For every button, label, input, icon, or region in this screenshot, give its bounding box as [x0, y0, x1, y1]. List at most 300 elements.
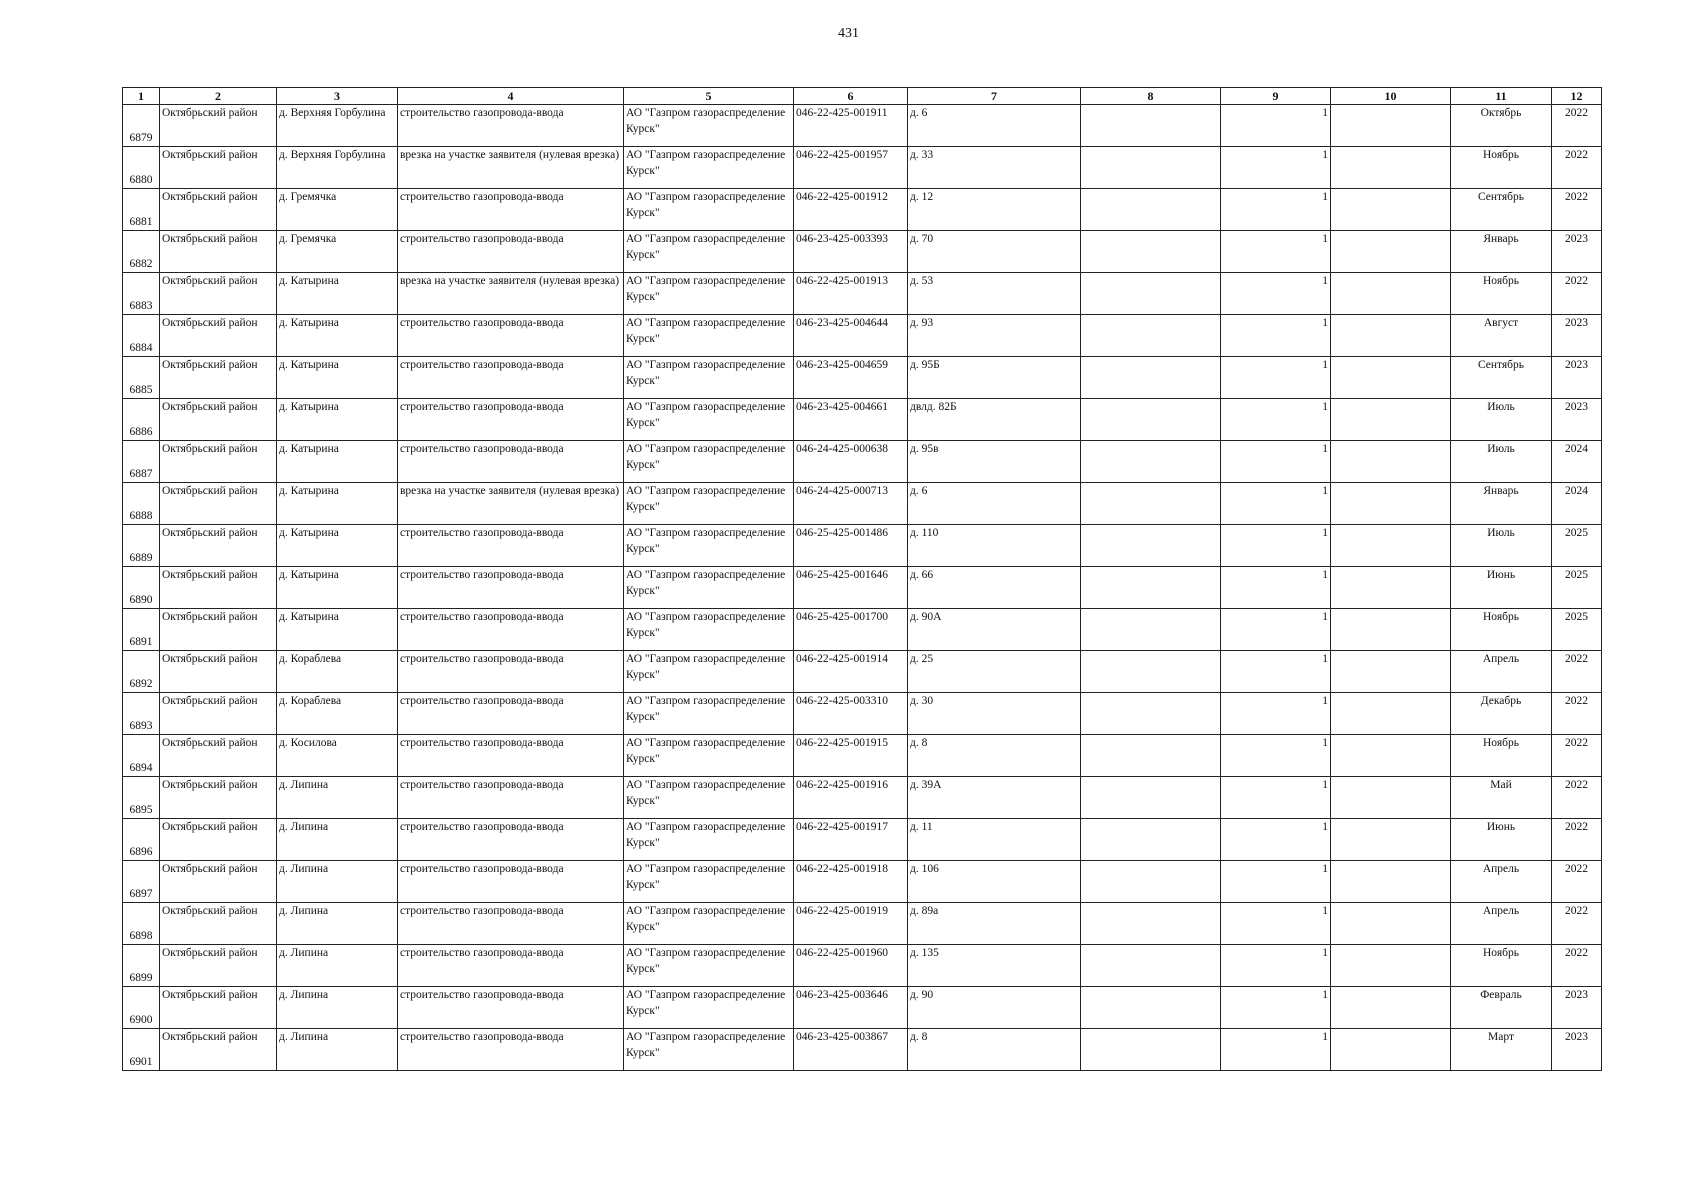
column-8-cell	[1081, 483, 1221, 525]
settlement-cell: д. Липина	[277, 777, 398, 819]
organization-cell: АО "Газпром газораспределение Курск"	[624, 735, 794, 777]
row-number-cell: 6889	[123, 525, 160, 567]
column-10-cell	[1331, 903, 1451, 945]
column-10-cell	[1331, 987, 1451, 1029]
month-cell: Февраль	[1451, 987, 1552, 1029]
work-type-cell: строительство газопровода-ввода	[398, 1029, 624, 1071]
column-8-cell	[1081, 399, 1221, 441]
address-cell: д. 6	[908, 105, 1081, 147]
organization-cell: АО "Газпром газораспределение Курск"	[624, 903, 794, 945]
year-cell: 2023	[1552, 357, 1602, 399]
year-cell: 2022	[1552, 777, 1602, 819]
year-cell: 2024	[1552, 441, 1602, 483]
column-10-cell	[1331, 735, 1451, 777]
month-cell: Июль	[1451, 525, 1552, 567]
column-8-cell	[1081, 147, 1221, 189]
year-cell: 2022	[1552, 861, 1602, 903]
quantity-cell: 1	[1221, 189, 1331, 231]
year-cell: 2022	[1552, 189, 1602, 231]
work-type-cell: строительство газопровода-ввода	[398, 735, 624, 777]
table-row	[123, 861, 1602, 903]
quantity-cell: 1	[1221, 147, 1331, 189]
settlement-cell: д. Катырина	[277, 483, 398, 525]
district-cell: Октябрьский район	[160, 483, 277, 525]
organization-cell: АО "Газпром газораспределение Курск"	[624, 441, 794, 483]
quantity-cell: 1	[1221, 1029, 1331, 1071]
district-cell: Октябрьский район	[160, 609, 277, 651]
row-number-cell: 6881	[123, 189, 160, 231]
address-cell: д. 39А	[908, 777, 1081, 819]
month-cell: Апрель	[1451, 651, 1552, 693]
work-type-cell: строительство газопровода-ввода	[398, 609, 624, 651]
table-row	[123, 441, 1602, 483]
column-8-cell	[1081, 987, 1221, 1029]
column-header: 12	[1552, 88, 1602, 105]
address-cell: д. 53	[908, 273, 1081, 315]
work-type-cell: строительство газопровода-ввода	[398, 651, 624, 693]
table-row	[123, 1029, 1602, 1071]
settlement-cell: д. Катырина	[277, 525, 398, 567]
row-number-cell: 6899	[123, 945, 160, 987]
year-cell: 2025	[1552, 525, 1602, 567]
organization-cell: АО "Газпром газораспределение Курск"	[624, 399, 794, 441]
row-number-cell: 6885	[123, 357, 160, 399]
column-8-cell	[1081, 1029, 1221, 1071]
address-cell: д. 93	[908, 315, 1081, 357]
address-cell: д. 8	[908, 1029, 1081, 1071]
month-cell: Июль	[1451, 441, 1552, 483]
month-cell: Май	[1451, 777, 1552, 819]
address-cell: д. 95в	[908, 441, 1081, 483]
district-cell: Октябрьский район	[160, 105, 277, 147]
settlement-cell: д. Кораблева	[277, 651, 398, 693]
settlement-cell: д. Верхняя Горбулина	[277, 147, 398, 189]
column-8-cell	[1081, 105, 1221, 147]
organization-cell: АО "Газпром газораспределение Курск"	[624, 273, 794, 315]
table-row	[123, 231, 1602, 273]
organization-cell: АО "Газпром газораспределение Курск"	[624, 945, 794, 987]
year-cell: 2022	[1552, 819, 1602, 861]
work-type-cell: строительство газопровода-ввода	[398, 441, 624, 483]
year-cell: 2022	[1552, 651, 1602, 693]
column-10-cell	[1331, 357, 1451, 399]
address-cell: д. 30	[908, 693, 1081, 735]
table-row	[123, 819, 1602, 861]
organization-cell: АО "Газпром газораспределение Курск"	[624, 819, 794, 861]
column-10-cell	[1331, 189, 1451, 231]
application-code-cell: 046-22-425-001919	[794, 903, 908, 945]
address-cell: д. 90	[908, 987, 1081, 1029]
month-cell: Сентябрь	[1451, 357, 1552, 399]
work-type-cell: врезка на участке заявителя (нулевая врезка)	[398, 483, 624, 525]
district-cell: Октябрьский район	[160, 945, 277, 987]
row-number-cell: 6893	[123, 693, 160, 735]
district-cell: Октябрьский район	[160, 735, 277, 777]
table-row	[123, 525, 1602, 567]
quantity-cell: 1	[1221, 819, 1331, 861]
column-header: 8	[1081, 88, 1221, 105]
quantity-cell: 1	[1221, 651, 1331, 693]
application-code-cell: 046-25-425-001486	[794, 525, 908, 567]
column-header: 10	[1331, 88, 1451, 105]
settlement-cell: д. Верхняя Горбулина	[277, 105, 398, 147]
application-code-cell: 046-22-425-001912	[794, 189, 908, 231]
work-type-cell: строительство газопровода-ввода	[398, 819, 624, 861]
row-number-cell: 6901	[123, 1029, 160, 1071]
column-10-cell	[1331, 777, 1451, 819]
table-row	[123, 399, 1602, 441]
organization-cell: АО "Газпром газораспределение Курск"	[624, 525, 794, 567]
table-row	[123, 105, 1602, 147]
year-cell: 2023	[1552, 399, 1602, 441]
month-cell: Ноябрь	[1451, 609, 1552, 651]
settlement-cell: д. Катырина	[277, 567, 398, 609]
district-cell: Октябрьский район	[160, 987, 277, 1029]
row-number-cell: 6892	[123, 651, 160, 693]
month-cell: Август	[1451, 315, 1552, 357]
work-type-cell: строительство газопровода-ввода	[398, 231, 624, 273]
address-cell: д. 6	[908, 483, 1081, 525]
district-cell: Октябрьский район	[160, 525, 277, 567]
month-cell: Декабрь	[1451, 693, 1552, 735]
quantity-cell: 1	[1221, 777, 1331, 819]
settlement-cell: д. Гремячка	[277, 189, 398, 231]
table-row	[123, 777, 1602, 819]
organization-cell: АО "Газпром газораспределение Курск"	[624, 567, 794, 609]
quantity-cell: 1	[1221, 231, 1331, 273]
work-type-cell: строительство газопровода-ввода	[398, 777, 624, 819]
registry-table	[122, 87, 1602, 1071]
column-8-cell	[1081, 273, 1221, 315]
column-8-cell	[1081, 903, 1221, 945]
address-cell: двлд. 82Б	[908, 399, 1081, 441]
month-cell: Октябрь	[1451, 105, 1552, 147]
application-code-cell: 046-22-425-001915	[794, 735, 908, 777]
district-cell: Октябрьский район	[160, 231, 277, 273]
organization-cell: АО "Газпром газораспределение Курск"	[624, 693, 794, 735]
table-header	[123, 88, 1602, 105]
column-header: 9	[1221, 88, 1331, 105]
district-cell: Октябрьский район	[160, 819, 277, 861]
organization-cell: АО "Газпром газораспределение Курск"	[624, 609, 794, 651]
organization-cell: АО "Газпром газораспределение Курск"	[624, 777, 794, 819]
address-cell: д. 90А	[908, 609, 1081, 651]
district-cell: Октябрьский район	[160, 189, 277, 231]
district-cell: Октябрьский район	[160, 777, 277, 819]
table-row	[123, 903, 1602, 945]
year-cell: 2022	[1552, 147, 1602, 189]
organization-cell: АО "Газпром газораспределение Курск"	[624, 483, 794, 525]
column-header: 7	[908, 88, 1081, 105]
column-10-cell	[1331, 273, 1451, 315]
address-cell: д. 135	[908, 945, 1081, 987]
column-10-cell	[1331, 609, 1451, 651]
application-code-cell: 046-23-425-004644	[794, 315, 908, 357]
month-cell: Ноябрь	[1451, 735, 1552, 777]
year-cell: 2023	[1552, 1029, 1602, 1071]
quantity-cell: 1	[1221, 525, 1331, 567]
quantity-cell: 1	[1221, 735, 1331, 777]
month-cell: Апрель	[1451, 861, 1552, 903]
address-cell: д. 11	[908, 819, 1081, 861]
year-cell: 2025	[1552, 609, 1602, 651]
work-type-cell: строительство газопровода-ввода	[398, 399, 624, 441]
organization-cell: АО "Газпром газораспределение Курск"	[624, 357, 794, 399]
row-number-cell: 6894	[123, 735, 160, 777]
quantity-cell: 1	[1221, 567, 1331, 609]
quantity-cell: 1	[1221, 903, 1331, 945]
column-header: 5	[624, 88, 794, 105]
application-code-cell: 046-25-425-001700	[794, 609, 908, 651]
district-cell: Октябрьский район	[160, 147, 277, 189]
quantity-cell: 1	[1221, 315, 1331, 357]
district-cell: Октябрьский район	[160, 651, 277, 693]
address-cell: д. 70	[908, 231, 1081, 273]
organization-cell: АО "Газпром газораспределение Курск"	[624, 147, 794, 189]
row-number-cell: 6879	[123, 105, 160, 147]
settlement-cell: д. Катырина	[277, 315, 398, 357]
table-row	[123, 693, 1602, 735]
column-8-cell	[1081, 567, 1221, 609]
quantity-cell: 1	[1221, 105, 1331, 147]
settlement-cell: д. Катырина	[277, 273, 398, 315]
settlement-cell: д. Косилова	[277, 735, 398, 777]
row-number-cell: 6896	[123, 819, 160, 861]
column-10-cell	[1331, 819, 1451, 861]
year-cell: 2022	[1552, 735, 1602, 777]
address-cell: д. 95Б	[908, 357, 1081, 399]
address-cell: д. 8	[908, 735, 1081, 777]
row-number-cell: 6882	[123, 231, 160, 273]
district-cell: Октябрьский район	[160, 1029, 277, 1071]
table-row	[123, 609, 1602, 651]
application-code-cell: 046-24-425-000638	[794, 441, 908, 483]
row-number-cell: 6898	[123, 903, 160, 945]
column-10-cell	[1331, 483, 1451, 525]
column-10-cell	[1331, 441, 1451, 483]
column-10-cell	[1331, 147, 1451, 189]
work-type-cell: строительство газопровода-ввода	[398, 861, 624, 903]
year-cell: 2023	[1552, 231, 1602, 273]
application-code-cell: 046-22-425-001913	[794, 273, 908, 315]
row-number-cell: 6888	[123, 483, 160, 525]
month-cell: Июнь	[1451, 819, 1552, 861]
table-row	[123, 483, 1602, 525]
row-number-cell: 6886	[123, 399, 160, 441]
table-row	[123, 189, 1602, 231]
column-10-cell	[1331, 315, 1451, 357]
column-8-cell	[1081, 441, 1221, 483]
year-cell: 2025	[1552, 567, 1602, 609]
column-8-cell	[1081, 819, 1221, 861]
month-cell: Июль	[1451, 399, 1552, 441]
settlement-cell: д. Липина	[277, 903, 398, 945]
settlement-cell: д. Катырина	[277, 399, 398, 441]
year-cell: 2023	[1552, 315, 1602, 357]
row-number-cell: 6880	[123, 147, 160, 189]
column-header: 3	[277, 88, 398, 105]
district-cell: Октябрьский район	[160, 399, 277, 441]
work-type-cell: строительство газопровода-ввода	[398, 315, 624, 357]
organization-cell: АО "Газпром газораспределение Курск"	[624, 987, 794, 1029]
table-row	[123, 357, 1602, 399]
quantity-cell: 1	[1221, 609, 1331, 651]
district-cell: Октябрьский район	[160, 693, 277, 735]
column-10-cell	[1331, 105, 1451, 147]
quantity-cell: 1	[1221, 693, 1331, 735]
row-number-cell: 6890	[123, 567, 160, 609]
year-cell: 2023	[1552, 987, 1602, 1029]
application-code-cell: 046-22-425-003310	[794, 693, 908, 735]
work-type-cell: строительство газопровода-ввода	[398, 945, 624, 987]
application-code-cell: 046-22-425-001918	[794, 861, 908, 903]
application-code-cell: 046-22-425-001917	[794, 819, 908, 861]
address-cell: д. 33	[908, 147, 1081, 189]
application-code-cell: 046-23-425-003646	[794, 987, 908, 1029]
row-number-cell: 6897	[123, 861, 160, 903]
column-8-cell	[1081, 609, 1221, 651]
month-cell: Июнь	[1451, 567, 1552, 609]
page-number: 431	[838, 26, 859, 41]
year-cell: 2022	[1552, 105, 1602, 147]
work-type-cell: строительство газопровода-ввода	[398, 525, 624, 567]
work-type-cell: строительство газопровода-ввода	[398, 567, 624, 609]
month-cell: Март	[1451, 1029, 1552, 1071]
address-cell: д. 110	[908, 525, 1081, 567]
column-10-cell	[1331, 1029, 1451, 1071]
column-10-cell	[1331, 525, 1451, 567]
year-cell: 2022	[1552, 945, 1602, 987]
address-cell: д. 25	[908, 651, 1081, 693]
month-cell: Ноябрь	[1451, 945, 1552, 987]
table-body	[123, 105, 1602, 1071]
column-header: 4	[398, 88, 624, 105]
column-10-cell	[1331, 861, 1451, 903]
column-header: 11	[1451, 88, 1552, 105]
organization-cell: АО "Газпром газораспределение Курск"	[624, 189, 794, 231]
settlement-cell: д. Липина	[277, 945, 398, 987]
column-8-cell	[1081, 357, 1221, 399]
work-type-cell: врезка на участке заявителя (нулевая врезка)	[398, 273, 624, 315]
month-cell: Январь	[1451, 231, 1552, 273]
application-code-cell: 046-25-425-001646	[794, 567, 908, 609]
row-number-cell: 6887	[123, 441, 160, 483]
quantity-cell: 1	[1221, 357, 1331, 399]
row-number-cell: 6884	[123, 315, 160, 357]
column-8-cell	[1081, 651, 1221, 693]
table-row	[123, 147, 1602, 189]
work-type-cell: строительство газопровода-ввода	[398, 189, 624, 231]
month-cell: Апрель	[1451, 903, 1552, 945]
year-cell: 2022	[1552, 273, 1602, 315]
column-header: 1	[123, 88, 160, 105]
quantity-cell: 1	[1221, 483, 1331, 525]
district-cell: Октябрьский район	[160, 567, 277, 609]
quantity-cell: 1	[1221, 945, 1331, 987]
organization-cell: АО "Газпром газораспределение Курск"	[624, 105, 794, 147]
district-cell: Октябрьский район	[160, 357, 277, 399]
work-type-cell: строительство газопровода-ввода	[398, 987, 624, 1029]
application-code-cell: 046-22-425-001914	[794, 651, 908, 693]
settlement-cell: д. Катырина	[277, 441, 398, 483]
settlement-cell: д. Липина	[277, 987, 398, 1029]
month-cell: Январь	[1451, 483, 1552, 525]
table-row	[123, 315, 1602, 357]
address-cell: д. 66	[908, 567, 1081, 609]
application-code-cell: 046-24-425-000713	[794, 483, 908, 525]
settlement-cell: д. Катырина	[277, 357, 398, 399]
work-type-cell: строительство газопровода-ввода	[398, 693, 624, 735]
organization-cell: АО "Газпром газораспределение Курск"	[624, 651, 794, 693]
district-cell: Октябрьский район	[160, 441, 277, 483]
column-8-cell	[1081, 231, 1221, 273]
table-row	[123, 735, 1602, 777]
application-code-cell: 046-23-425-004659	[794, 357, 908, 399]
organization-cell: АО "Газпром газораспределение Курск"	[624, 231, 794, 273]
column-header: 6	[794, 88, 908, 105]
application-code-cell: 046-22-425-001957	[794, 147, 908, 189]
month-cell: Ноябрь	[1451, 273, 1552, 315]
table-row	[123, 987, 1602, 1029]
table-row	[123, 945, 1602, 987]
column-8-cell	[1081, 777, 1221, 819]
quantity-cell: 1	[1221, 987, 1331, 1029]
column-8-cell	[1081, 693, 1221, 735]
district-cell: Октябрьский район	[160, 861, 277, 903]
column-8-cell	[1081, 945, 1221, 987]
year-cell: 2022	[1552, 903, 1602, 945]
column-8-cell	[1081, 189, 1221, 231]
row-number-cell: 6891	[123, 609, 160, 651]
column-header: 2	[160, 88, 277, 105]
organization-cell: АО "Газпром газораспределение Курск"	[624, 315, 794, 357]
month-cell: Сентябрь	[1451, 189, 1552, 231]
table-row	[123, 567, 1602, 609]
settlement-cell: д. Гремячка	[277, 231, 398, 273]
year-cell: 2024	[1552, 483, 1602, 525]
column-8-cell	[1081, 525, 1221, 567]
row-number-cell: 6883	[123, 273, 160, 315]
column-8-cell	[1081, 861, 1221, 903]
column-8-cell	[1081, 315, 1221, 357]
address-cell: д. 12	[908, 189, 1081, 231]
year-cell: 2022	[1552, 693, 1602, 735]
row-number-cell: 6895	[123, 777, 160, 819]
district-cell: Октябрьский район	[160, 315, 277, 357]
address-cell: д. 89а	[908, 903, 1081, 945]
settlement-cell: д. Липина	[277, 819, 398, 861]
column-10-cell	[1331, 399, 1451, 441]
quantity-cell: 1	[1221, 861, 1331, 903]
table-row	[123, 273, 1602, 315]
settlement-cell: д. Кораблева	[277, 693, 398, 735]
application-code-cell: 046-22-425-001911	[794, 105, 908, 147]
application-code-cell: 046-23-425-003393	[794, 231, 908, 273]
table-row	[123, 651, 1602, 693]
application-code-cell: 046-23-425-003867	[794, 1029, 908, 1071]
column-10-cell	[1331, 693, 1451, 735]
application-code-cell: 046-23-425-004661	[794, 399, 908, 441]
quantity-cell: 1	[1221, 273, 1331, 315]
application-code-cell: 046-22-425-001916	[794, 777, 908, 819]
column-10-cell	[1331, 945, 1451, 987]
settlement-cell: д. Липина	[277, 1029, 398, 1071]
district-cell: Октябрьский район	[160, 903, 277, 945]
application-code-cell: 046-22-425-001960	[794, 945, 908, 987]
quantity-cell: 1	[1221, 399, 1331, 441]
column-10-cell	[1331, 231, 1451, 273]
work-type-cell: строительство газопровода-ввода	[398, 357, 624, 399]
